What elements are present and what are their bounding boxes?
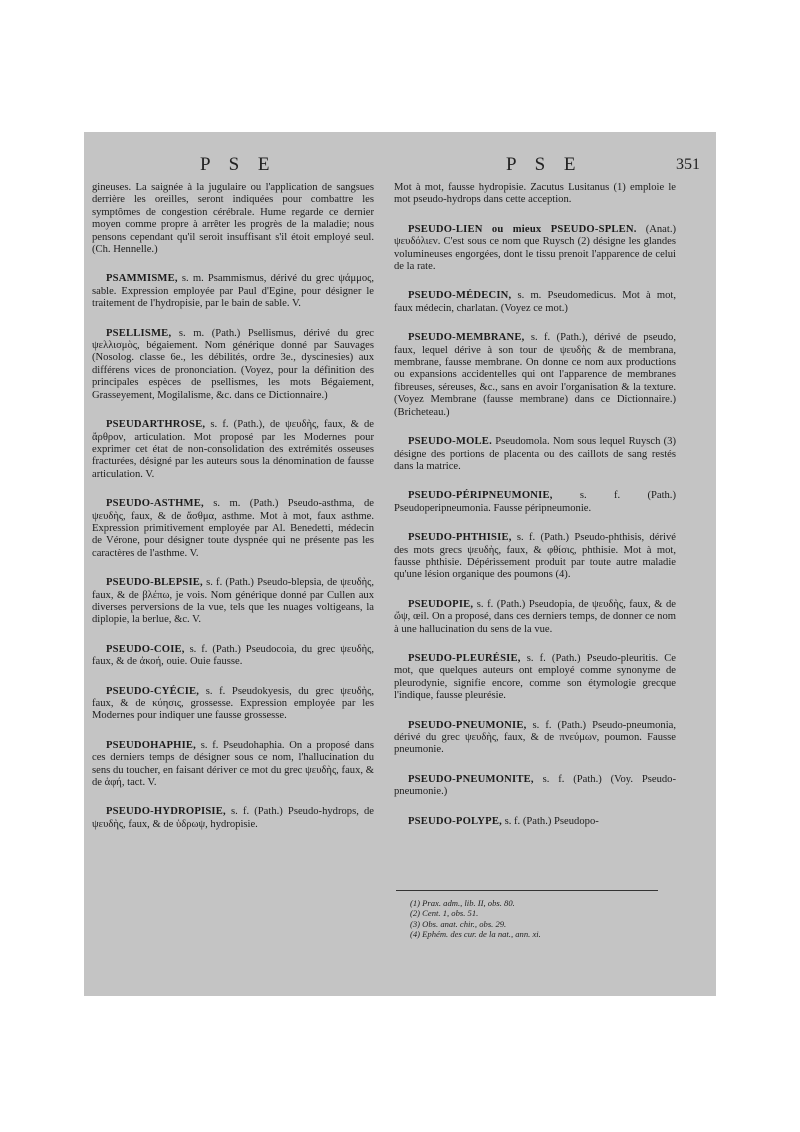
entry-pseudopie (394, 599, 676, 636)
running-head-left: P S E (200, 154, 277, 175)
entry-headword: PSEUDO-COIE, (106, 643, 185, 655)
entry-headword: PSEUDOPIE, (408, 598, 474, 610)
entry-pseudo-mole (394, 436, 676, 473)
entry-headword: PSAMMISME, (106, 273, 178, 285)
entry-text: s. f. (Path.), de ψευδὴς, faux, & de ἄρθρον, articulation. Mot proposé par les Modernes pour exprimer cet état de non-consolidation des extrémités osseuses fracturées, désigné par les auteurs sous la dénomination de fausse articulation. V. (92, 419, 374, 480)
page-number: 351 (676, 156, 700, 173)
footnote: (2) Cent. 1, obs. 51. (410, 908, 479, 919)
entry-text: s. f. (Path.) (Voy. Pseudo-pneumonie.) (394, 773, 676, 798)
entry-text: Pseudomola. Nom sous lequel Ruysch (3) désigne des portions de placenta ou des caillots de sang restés dans la matrice. (394, 436, 676, 472)
entry-headword: PSEUDO-PNEUMONIE, (408, 719, 527, 731)
left-column (92, 182, 374, 848)
entry-pseudo-cyecie (92, 686, 374, 723)
entry-text: s. f. (Path.) Pseudocoia, du grec ψευδὴς, faux, & de ἀκοή, ouie. Ouie fausse. (92, 643, 374, 668)
entry-text: s. f. (Path.) Pseudoperipneumonia. Fausse péripneumonie. (394, 490, 676, 514)
entry-headword: PSEUDO-MÉDECIN, (408, 290, 512, 302)
entry-pseudo-coie (92, 644, 374, 669)
entry-headword: PSEUDO-ASTHME, (106, 498, 204, 510)
entry-text: s. f. (Path.) Pseudo-blepsia, de ψευδὴς, faux, & de βλέπω, je vois. Nom générique donné par Cullen aux diverses perversions de la vue, tels que les nuages voltigeans, la diplopie, la berlue, &c. V. (92, 577, 374, 626)
entry-headword: PSEUDO-PNEUMONITE, (408, 773, 534, 785)
entry-text: s. m. (Path.) Psellismus, dérivé du grec ψελλισμὸς, bégaiement. Nom générique donné par Sauvages (Nosolog. classe 6e., les débilités, ordre 3e., dyscinesies) aux différens vices de prononciation. (Voyez, pour la définition des principales espèces de psellismes, les mots Bégaiement, Grasseyement, Mogilalisme, &c. dans ce Dictionnaire.) (92, 327, 374, 401)
entry-text: s. f. (Path.) Pseudo-hydrops, de ψευδὴς, faux, & de ὑδρωψ, hydropisie. (92, 806, 374, 830)
entry-text: s. f. Pseudokyesis, du grec ψευδὴς, faux, & de κύησις, grossesse. Expression employée par les Modernes pour indiquer une fausse grossesse. (92, 685, 374, 722)
entry-headword: PSEUDOHAPHIE, (106, 739, 197, 751)
entry-headword: PSEUDO-PHTHISIE, (408, 532, 512, 544)
entry-pseudo-blepsie (92, 577, 374, 627)
entry-pseudohaphie (92, 740, 374, 790)
entry-pseudo-phthisie (394, 532, 676, 582)
footnote: (1) Prax. adm., lib. II, obs. 80. (410, 898, 515, 908)
entry-text: s. m. Pseudomedicus. Mot à mot, faux médecin, charlatan. (Voyez ce mot.) (394, 290, 676, 314)
right-column (394, 182, 676, 845)
entry-text: s. f. (Path.) Pseudopia, de ψευδὴς, faux, & de ὤψ, œil. On a proposé, dans ces derniers temps, de donner ce nom à une hallucination du sens de la vue. (394, 598, 676, 635)
entry-text: s. m. Psammismus, dérivé du grec ψάμμος, sable. Expression employée par Paul d'Egine, pour désigner le traitement de l'hydropisie, par le bain de sable. V. (92, 273, 374, 310)
entry-pseudo-lien (394, 224, 676, 274)
running-head-right: P S E (506, 154, 583, 175)
entry-pseudo-polype (394, 816, 676, 828)
entry-pseudo-peripneumonie (394, 490, 676, 515)
entry-continuation (394, 182, 676, 207)
entry-text: s. f. (Path.), dérivé de pseudo, faux, lequel dérive à son tour de ψευδὴς & de membrana, membrane, fausse membrane. On donne ce nom aux productions ou expansions accidentelles qui ont l'apparence de membranes fibreuses, séreuses, &c., sans en avoir l'organisation & la texture. (Voyez Membrane (fausse membrane) dans ce Dictionnaire.) (Bricheteau.) (394, 332, 676, 418)
entry-pseudo-medecin (394, 290, 676, 315)
footnote-divider (396, 890, 658, 891)
entry-psammisme (92, 273, 374, 310)
footnote: (4) Ephém. des cur. de la nat., ann. xi. (410, 929, 541, 940)
entry-continuation (92, 182, 374, 256)
entry-headword: PSEUDARTHROSE, (106, 419, 206, 431)
entry-text: s. f. (Path.) Pseudo-pneumonia, dérivé du grec ψευδὴς, faux, & de πνεύμων, poumon. Fausse pneumonie. (394, 719, 676, 756)
entry-headword: PSEUDO-BLEPSIE, (106, 577, 203, 589)
entry-headword: PSEUDO-PÉRIPNEUMONIE, (408, 490, 553, 502)
entry-pseudo-pneumonite (394, 774, 676, 799)
entry-headword: PSELLISME, (106, 327, 172, 339)
entry-headword: PSEUDO-POLYPE, (408, 815, 502, 827)
entry-text: Mot à mot, fausse hydropisie. Zacutus Lusitanus (1) emploie le mot pseudo-hydrops dans cette acception. (394, 182, 676, 206)
entry-text: s. f. (Path.) Pseudo-pleuritis. Ce mot, que quelques auteurs ont employé comme synonyme de pleurodynie, signifie encore, comme son étymologie grecque l'indique, fausse pleurésie. (394, 652, 676, 702)
entry-pseudo-asthme (92, 498, 374, 560)
entry-headword: PSEUDO-MOLE. (408, 436, 492, 448)
entry-text: gineuses. La saignée à la jugulaire ou l'application de sangsues derrière les oreilles, seront indiquées pour combattre les symptômes de congestion cérébrale. Hume regarde ce dernier moyen comme propre à arrêter les progrès de la maladie; nous pensons cependant qu'il seroit insuffisant s'il étoit employé seul. (Ch. Hennelle.) (92, 182, 374, 256)
entry-pseudo-pleuresie (394, 653, 676, 703)
entry-psellisme (92, 328, 374, 402)
entry-headword: PSEUDO-LIEN ou mieux PSEUDO-SPLEN. (408, 223, 637, 235)
entry-pseudo-hydropisie (92, 806, 374, 831)
entry-headword: PSEUDO-PLEURÉSIE, (408, 652, 521, 664)
entry-text: (Anat.) ψευδόλιεν. C'est sous ce nom que Ruysch (2) désigne les glandes volumineuses engorgées, dont le tissu prenoit l'apparence de celui de la rate. (394, 223, 676, 273)
entry-pseudo-pneumonie (394, 720, 676, 757)
entry-pseudarthrose (92, 419, 374, 481)
entry-pseudo-membrane (394, 332, 676, 419)
scanned-page (84, 132, 716, 996)
entry-text: s. m. (Path.) Pseudo-asthma, de ψευδὴς, faux, & de ἄσθμα, asthme. Mot à mot, faux asthme. Expression primitivement employée par Al. Benedetti, médecin de Vérone, pour désigner toute dyspnée qui ne présente pas les caractères de l'asthme. V. (92, 498, 374, 559)
entry-headword: PSEUDO-CYÉCIE, (106, 685, 200, 697)
footnote: (3) Obs. anat. chir., obs. 29. (410, 918, 507, 929)
dictionary-page (84, 132, 716, 996)
entry-headword: PSEUDO-MEMBRANE, (408, 332, 525, 344)
entry-headword: PSEUDO-HYDROPISIE, (106, 806, 226, 818)
entry-text: s. f. (Path.) Pseudo-phthisis, dérivé des mots grecs ψευδὴς, faux, & φθίσις, phthisie. Mot à mot, fausse phthisie. Dépérissement produit par toute autre maladie qu'une lésion organique des poumons (4). (394, 532, 676, 581)
entry-text: s. f. Pseudohaphia. On a proposé dans ces derniers temps de désigner sous ce nom, l'hallucination du sens du toucher, en faisant dériver ce mot du grec ψευδὴς, faux, & de ἁφή, tact. V. (92, 739, 374, 789)
entry-text: s. f. (Path.) Pseudopo- (504, 815, 599, 827)
footnotes (396, 898, 666, 940)
